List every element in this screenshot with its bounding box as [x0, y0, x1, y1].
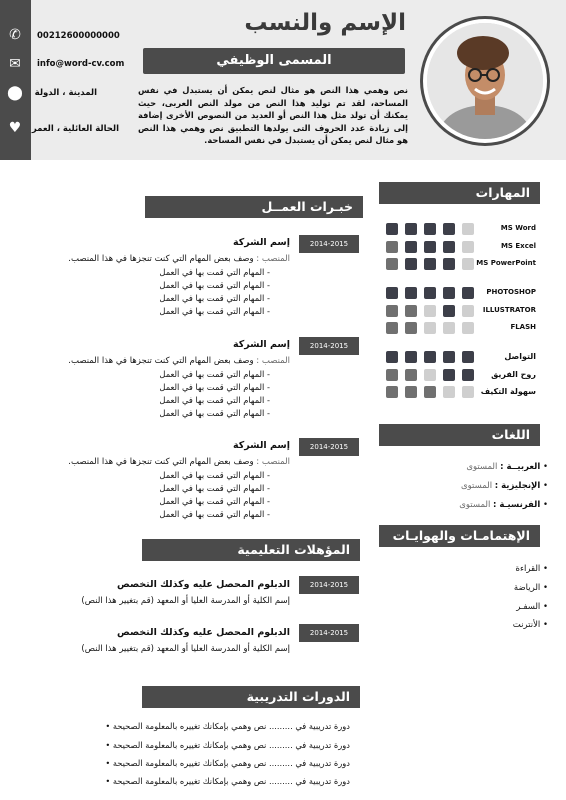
- skill-level-square: [405, 351, 417, 363]
- experience-heading: خبـرات العمــل: [145, 196, 363, 218]
- role-text: وصف بعض المهام التي كنت تنجزها في هذا المنصب.: [68, 356, 254, 366]
- skill-level-square: [386, 386, 398, 398]
- course-item: دورة تدريبية في ......... نص وهمي بإمكانك تغييره بالمعلومة الصحيحة •: [105, 740, 350, 750]
- skill-level-square: [443, 386, 455, 398]
- skill-level-square: [405, 241, 417, 253]
- hobby-item: • الرياضة: [513, 583, 548, 593]
- company-name: إسم الشركة: [232, 339, 290, 350]
- skill-label: التواصل: [504, 352, 536, 361]
- skill-level-square: [443, 287, 455, 299]
- hobby-item: • الأنترنت: [512, 620, 548, 630]
- date-badge: 2014-2015: [299, 235, 359, 253]
- skill-label: سهولة التكيف: [480, 387, 536, 396]
- skill-level-square: [386, 351, 398, 363]
- role-label: المنصب :: [256, 254, 290, 264]
- skill-level-square: [386, 322, 398, 334]
- language-item: • الفرنسيـة : المستوى: [459, 500, 548, 510]
- skill-label: MS PowerPoint: [476, 259, 536, 267]
- date-badge: 2014-2015: [299, 438, 359, 456]
- heart-icon: ♥: [8, 120, 22, 136]
- skill-level-square: [443, 369, 455, 381]
- role-label: المنصب :: [256, 356, 290, 366]
- intro-paragraph: نص وهمي هذا النص هو مثال لنص يمكن أن يستبدل في نفس المساحة، لقد تم توليد هذا النص من مولد النص العربى، حيث يمكنك أن تولد مثل هذا النص أو العديد من النصوص الأخرى إضافة إلى زيادة عدد الحروف التى يولدها التطبيق نص وهمي هذا النص هو مثال لنص يمكن أن يستبدل في نفس المساحة.: [138, 85, 408, 145]
- company-name: إسم الشركة: [232, 440, 290, 451]
- profile-photo-frame: [420, 16, 550, 146]
- role-line: [30, 356, 290, 366]
- task-item: - المهام التي قمت بها في العمل: [159, 306, 270, 316]
- task-item: - المهام التي قمت بها في العمل: [159, 267, 270, 277]
- skill-level-square: [386, 305, 398, 317]
- skill-level-square: [386, 223, 398, 235]
- skill-level-square: [443, 223, 455, 235]
- degree-title: الدبلوم المحصل عليه وكذلك التخصص: [117, 579, 290, 590]
- skill-level-square: [405, 305, 417, 317]
- location-icon: ⬤: [7, 85, 23, 101]
- email-address: info@word-cv.com: [37, 59, 125, 69]
- task-item: - المهام التي قمت بها في العمل: [159, 483, 270, 493]
- skill-level-square: [424, 351, 436, 363]
- role-line: [30, 254, 290, 264]
- company-name: إسم الشركة: [232, 237, 290, 248]
- skill-level-square: [424, 223, 436, 235]
- skill-level-square: [405, 223, 417, 235]
- skill-label: روح الفريق: [491, 369, 536, 379]
- person-name: الإسم والنسب: [244, 10, 406, 36]
- phone-number: 00212600000000: [37, 31, 120, 41]
- task-item: - المهام التي قمت بها في العمل: [159, 470, 270, 480]
- languages-heading: اللغات: [379, 424, 540, 446]
- skill-label: FLASH: [510, 323, 536, 331]
- skill-level-square: [443, 241, 455, 253]
- task-item: - المهام التي قمت بها في العمل: [159, 280, 270, 290]
- skill-level-square: [443, 305, 455, 317]
- school-name: إسم الكلية أو المدرسة العليا أو المعهد (قم بتغيير هذا النص): [81, 596, 290, 606]
- date-badge: 2014-2015: [299, 337, 359, 355]
- course-item: دورة تدريبية في ......... نص وهمي بإمكانك تغييره بالمعلومة الصحيحة •: [105, 776, 350, 786]
- course-item: دورة تدريبية في ......... نص وهمي بإمكانك تغييره بالمعلومة الصحيحة •: [105, 721, 350, 731]
- courses-heading: الدورات التدريبية: [142, 686, 360, 708]
- skill-level-square: [386, 258, 398, 270]
- language-item: • الإنجليزية : المستوى: [461, 481, 548, 491]
- school-name: إسم الكلية أو المدرسة العليا أو المعهد (قم بتغيير هذا النص): [81, 644, 290, 654]
- skill-level-square: [424, 241, 436, 253]
- skills-heading: المهارات: [379, 182, 540, 204]
- degree-title: الدبلوم المحصل عليه وكذلك التخصص: [117, 627, 290, 638]
- role-text: وصف بعض المهام التي كنت تنجزها في هذا المنصب.: [68, 457, 254, 467]
- skill-level-square: [443, 258, 455, 270]
- task-item: - المهام التي قمت بها في العمل: [159, 509, 270, 519]
- skill-level-square: [424, 322, 436, 334]
- skill-level-square: [424, 258, 436, 270]
- task-item: - المهام التي قمت بها في العمل: [159, 382, 270, 392]
- skill-level-square: [386, 287, 398, 299]
- hobbies-heading: الإهتمامـات والهوايـات: [379, 525, 540, 547]
- skill-level-square: [424, 305, 436, 317]
- task-item: - المهام التي قمت بها في العمل: [159, 395, 270, 405]
- contact-icon-bar: [0, 0, 31, 160]
- skill-level-square: [424, 287, 436, 299]
- skill-level-square: [386, 369, 398, 381]
- task-item: - المهام التي قمت بها في العمل: [159, 293, 270, 303]
- education-heading: المؤهلات التعليمية: [142, 539, 360, 561]
- role-line: [30, 457, 290, 467]
- hobby-item: • القراءة: [515, 564, 548, 574]
- date-badge: 2014-2015: [299, 576, 359, 594]
- mail-icon: ✉: [9, 56, 21, 72]
- hobby-item: • السفـر: [516, 602, 548, 612]
- skill-level-square: [405, 369, 417, 381]
- language-item: • العربيــة : المستوى: [466, 462, 548, 472]
- skill-level-square: [386, 241, 398, 253]
- skill-level-square: [424, 369, 436, 381]
- marital-status: الحالة العائلية ، العمر: [31, 124, 119, 134]
- course-item: دورة تدريبية في ......... نص وهمي بإمكانك تغييره بالمعلومة الصحيحة •: [105, 758, 350, 768]
- skill-level-square: [443, 322, 455, 334]
- date-badge: 2014-2015: [299, 624, 359, 642]
- job-title: المسمى الوظيفي: [143, 48, 405, 74]
- skill-label: ILLUSTRATOR: [482, 305, 536, 314]
- role-text: وصف بعض المهام التي كنت تنجزها في هذا المنصب.: [68, 254, 254, 264]
- profile-photo: [427, 23, 543, 139]
- skill-label: PHOTOSHOP: [486, 288, 536, 296]
- city-country: المدينة ، الدولة: [34, 88, 97, 98]
- skill-level-square: [405, 258, 417, 270]
- task-item: - المهام التي قمت بها في العمل: [159, 369, 270, 379]
- skill-label: MS Excel: [500, 241, 536, 250]
- role-label: المنصب :: [256, 457, 290, 467]
- skill-level-square: [424, 386, 436, 398]
- skill-level-square: [443, 351, 455, 363]
- skill-level-square: [405, 386, 417, 398]
- skill-level-square: [405, 287, 417, 299]
- task-item: - المهام التي قمت بها في العمل: [159, 496, 270, 506]
- phone-icon: ✆: [9, 27, 21, 43]
- task-item: - المهام التي قمت بها في العمل: [159, 408, 270, 418]
- skill-level-square: [405, 322, 417, 334]
- skill-label: MS Word: [500, 224, 536, 232]
